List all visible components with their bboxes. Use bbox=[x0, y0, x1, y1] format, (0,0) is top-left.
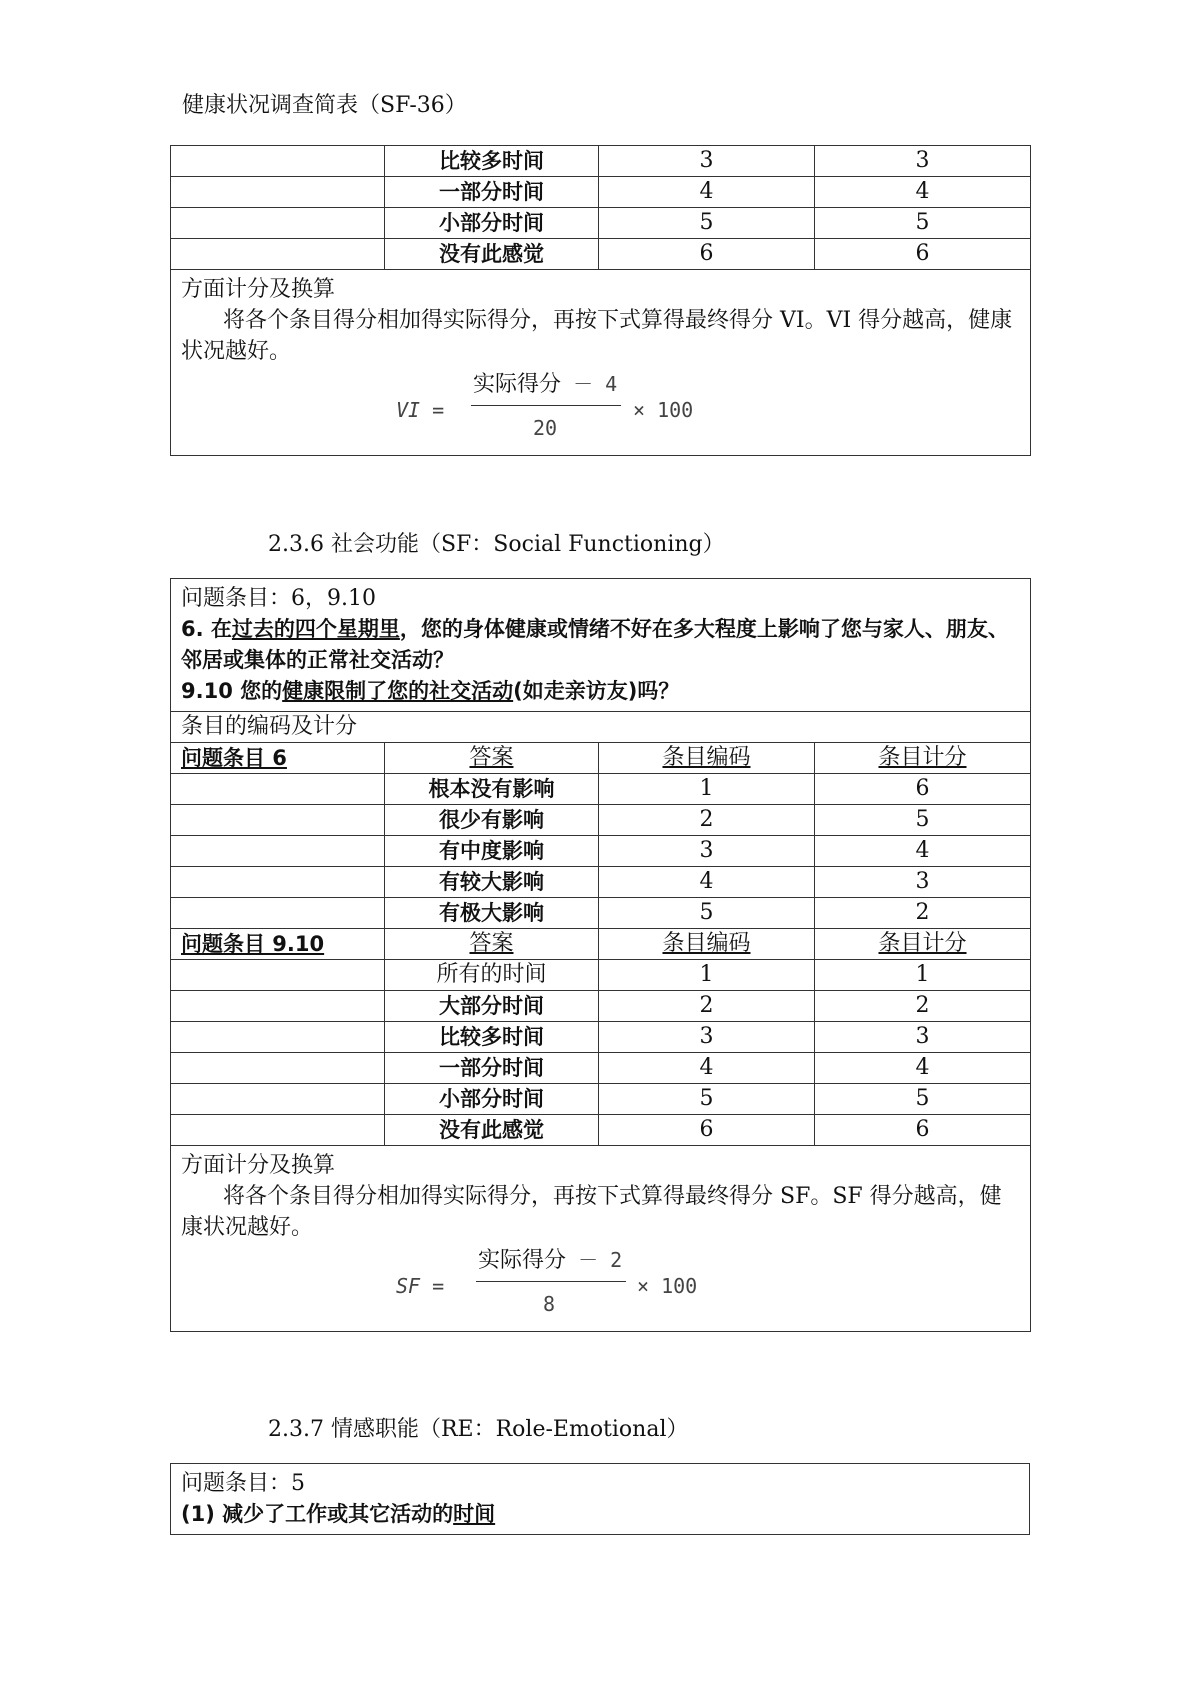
score-cell: 2 bbox=[815, 991, 1031, 1022]
table-row bbox=[171, 805, 1031, 836]
answer-cell: 小部分时间 bbox=[385, 1084, 599, 1115]
fraction-bar bbox=[471, 405, 621, 406]
sf-formula bbox=[181, 1243, 1020, 1327]
page-header: 健康状况调查简表（SF-36） bbox=[182, 93, 467, 118]
code-header: 条目编码 bbox=[599, 929, 815, 960]
score-cell: 6 bbox=[815, 1115, 1031, 1146]
question-9-10: 9.10 您的健康限制了您的社交活动(如走亲访友)吗？ bbox=[181, 679, 680, 703]
score-header: 条目计分 bbox=[815, 743, 1031, 774]
question-cell bbox=[171, 1464, 1030, 1535]
score-cell: 1 bbox=[815, 960, 1031, 991]
coding-title: 条目的编码及计分 bbox=[171, 712, 1031, 743]
formula-denominator: 20 bbox=[533, 416, 558, 440]
answer-cell: 有极大影响 bbox=[385, 898, 599, 929]
table-row bbox=[171, 1022, 1031, 1053]
score-cell: 6 bbox=[815, 774, 1031, 805]
table-row bbox=[171, 177, 1031, 208]
calc-title: 方面计分及换算 bbox=[181, 1153, 336, 1178]
score-cell: 2 bbox=[815, 898, 1031, 929]
score-cell: 3 bbox=[815, 146, 1031, 177]
code-cell: 6 bbox=[599, 1115, 815, 1146]
code-cell: 5 bbox=[599, 208, 815, 239]
score-cell: 6 bbox=[815, 239, 1031, 270]
empty-cell bbox=[171, 146, 385, 177]
answer-header: 答案 bbox=[385, 743, 599, 774]
calc-text: 将各个条目得分相加得实际得分，再按下式算得最终得分 VI。VI 得分越高，健康状况越好。 bbox=[181, 308, 1013, 364]
question-6: 6. 在过去的四个星期里，您的身体健康或情绪不好在多大程度上影响了您与家人、朋友、邻居或集体的正常社交活动？ bbox=[181, 617, 1009, 672]
formula-lhs: SF = bbox=[396, 1274, 445, 1298]
code-cell: 4 bbox=[599, 867, 815, 898]
question-1: (1) 减少了工作或其它活动的时间 bbox=[181, 1502, 496, 1526]
code-cell: 3 bbox=[599, 146, 815, 177]
question-cell bbox=[171, 579, 1031, 712]
question-row bbox=[171, 1464, 1030, 1535]
vi-formula bbox=[181, 367, 1020, 451]
code-cell: 2 bbox=[599, 991, 815, 1022]
table-row bbox=[171, 867, 1031, 898]
answer-cell: 小部分时间 bbox=[385, 208, 599, 239]
score-cell: 3 bbox=[815, 1022, 1031, 1053]
answer-cell: 一部分时间 bbox=[385, 1053, 599, 1084]
score-cell: 5 bbox=[815, 208, 1031, 239]
score-cell: 4 bbox=[815, 836, 1031, 867]
formula-numerator: 实际得分 － 4 bbox=[473, 372, 618, 397]
code-cell: 1 bbox=[599, 774, 815, 805]
formula-denominator: 8 bbox=[543, 1292, 556, 1316]
table-row bbox=[171, 991, 1031, 1022]
score-cell: 5 bbox=[815, 805, 1031, 836]
table-header-row bbox=[171, 743, 1031, 774]
sf-heading: 2.3.6 社会功能（SF：Social Functioning） bbox=[268, 532, 725, 557]
calc-row bbox=[171, 1146, 1031, 1332]
coding-title-row bbox=[171, 712, 1031, 743]
table-row bbox=[171, 898, 1031, 929]
answer-cell: 有中度影响 bbox=[385, 836, 599, 867]
calc-cell bbox=[171, 270, 1031, 456]
calc-row bbox=[171, 270, 1031, 456]
score-header: 条目计分 bbox=[815, 929, 1031, 960]
code-cell: 4 bbox=[599, 1053, 815, 1084]
empty-cell bbox=[171, 177, 385, 208]
empty-cell bbox=[171, 239, 385, 270]
code-cell: 3 bbox=[599, 836, 815, 867]
empty-cell bbox=[171, 208, 385, 239]
table-row bbox=[171, 960, 1031, 991]
answer-cell: 很少有影响 bbox=[385, 805, 599, 836]
sf-table bbox=[170, 578, 1031, 1332]
question-row bbox=[171, 579, 1031, 712]
items-label: 问题条目：6，9.10 bbox=[181, 586, 376, 611]
formula-numerator: 实际得分 － 2 bbox=[478, 1248, 623, 1273]
code-cell: 3 bbox=[599, 1022, 815, 1053]
formula-multiplier: × 100 bbox=[633, 398, 694, 422]
table-row bbox=[171, 836, 1031, 867]
item-header: 问题条目 9.10 bbox=[171, 929, 385, 960]
answer-cell: 所有的时间 bbox=[385, 960, 599, 991]
calc-title: 方面计分及换算 bbox=[181, 277, 336, 302]
formula-lhs: VI = bbox=[396, 398, 445, 422]
code-cell: 1 bbox=[599, 960, 815, 991]
answer-cell: 比较多时间 bbox=[385, 146, 599, 177]
table-row bbox=[171, 774, 1031, 805]
answer-cell: 比较多时间 bbox=[385, 1022, 599, 1053]
score-cell: 4 bbox=[815, 1053, 1031, 1084]
code-cell: 5 bbox=[599, 898, 815, 929]
table-row bbox=[171, 1053, 1031, 1084]
code-cell: 5 bbox=[599, 1084, 815, 1115]
table-row bbox=[171, 1084, 1031, 1115]
items-label: 问题条目：5 bbox=[181, 1471, 305, 1496]
score-cell: 3 bbox=[815, 867, 1031, 898]
table-header-row bbox=[171, 929, 1031, 960]
code-cell: 2 bbox=[599, 805, 815, 836]
answer-header: 答案 bbox=[385, 929, 599, 960]
table-row bbox=[171, 239, 1031, 270]
answer-cell: 大部分时间 bbox=[385, 991, 599, 1022]
re-table bbox=[170, 1463, 1030, 1535]
calc-text: 将各个条目得分相加得实际得分，再按下式算得最终得分 SF。SF 得分越高，健康状况越好。 bbox=[181, 1184, 1002, 1240]
answer-cell: 没有此感觉 bbox=[385, 1115, 599, 1146]
answer-cell: 一部分时间 bbox=[385, 177, 599, 208]
table-row bbox=[171, 208, 1031, 239]
item-header: 问题条目 6 bbox=[171, 743, 385, 774]
score-cell: 5 bbox=[815, 1084, 1031, 1115]
score-cell: 4 bbox=[815, 177, 1031, 208]
table-row bbox=[171, 146, 1031, 177]
table-row bbox=[171, 1115, 1031, 1146]
fraction-bar bbox=[476, 1281, 626, 1282]
answer-cell: 没有此感觉 bbox=[385, 239, 599, 270]
answer-cell: 有较大影响 bbox=[385, 867, 599, 898]
code-cell: 4 bbox=[599, 177, 815, 208]
formula-multiplier: × 100 bbox=[637, 1274, 698, 1298]
calc-cell bbox=[171, 1146, 1031, 1332]
code-cell: 6 bbox=[599, 239, 815, 270]
answer-cell: 根本没有影响 bbox=[385, 774, 599, 805]
code-header: 条目编码 bbox=[599, 743, 815, 774]
re-heading: 2.3.7 情感职能（RE：Role-Emotional） bbox=[268, 1417, 689, 1442]
vitality-table-tail bbox=[170, 145, 1031, 456]
